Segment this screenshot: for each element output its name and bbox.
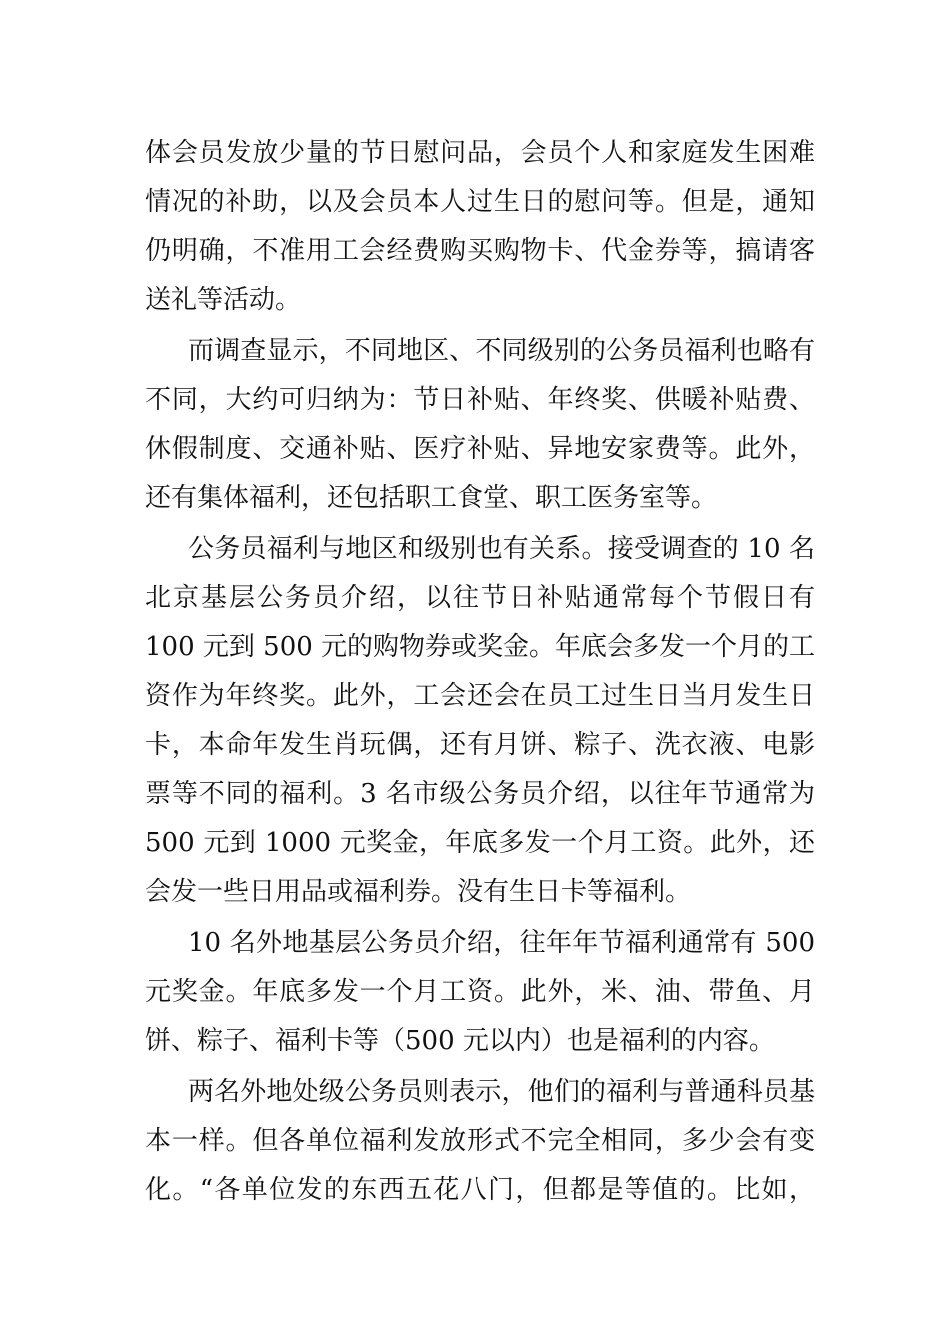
text-line: 公务员福利与地区和级别也有关系。接受调查的 10 名 [188,534,815,564]
text-line: 票等不同的福利。3 名市级公务员介绍，以往年节通常为 [145,779,815,809]
text-line: 500 元到 1000 元奖金，年底多发一个月工资。此外，还 [145,828,815,858]
text-line: 而调查显示，不同地区、不同级别的公务员福利也略有 [188,336,815,366]
text-line: 还有集体福利，还包括职工食堂、职工医务室等。 [145,483,718,513]
text-line: 北京基层公务员介绍，以往节日补贴通常每个节假日有 [145,583,815,613]
text-line: 10 名外地基层公务员介绍，往年年节福利通常有 500 [188,928,815,958]
text-line: 两名外地处级公务员则表示，他们的福利与普通科员基 [188,1077,815,1107]
text-line: 情况的补助，以及会员本人过生日的慰问等。但是，通知 [145,187,815,217]
text-line: 饼、粽子、福利卡等（500 元以内）也是福利的内容。 [145,1026,775,1056]
text-line: 仍明确，不准用工会经费购买购物卡、代金券等，搞请客 [145,236,815,266]
text-line: 100 元到 500 元的购物券或奖金。年底会多发一个月的工 [145,632,816,662]
text-line: 资作为年终奖。此外，工会还会在员工过生日当月发生日 [145,681,815,711]
text-line: 本一样。但各单位福利发放形式不完全相同，多少会有变 [145,1126,815,1156]
text-line: 化。“各单位发的东西五花八门，但都是等值的。比如， [145,1175,815,1205]
text-line: 会发一些日用品或福利券。没有生日卡等福利。 [145,877,692,907]
text-line: 元奖金。年底多发一个月工资。此外，米、油、带鱼、月 [145,977,815,1007]
text-line: 休假制度、交通补贴、医疗补贴、异地安家费等。此外， [145,434,815,464]
text-line: 体会员发放少量的节日慰问品，会员个人和家庭发生困难 [145,138,815,168]
text-line: 不同，大约可归纳为：节日补贴、年终奖、供暖补贴费、 [145,385,815,415]
text-line: 送礼等活动。 [145,285,302,315]
text-line: 卡，本命年发生肖玩偶，还有月饼、粽子、洗衣液、电影 [145,730,815,760]
